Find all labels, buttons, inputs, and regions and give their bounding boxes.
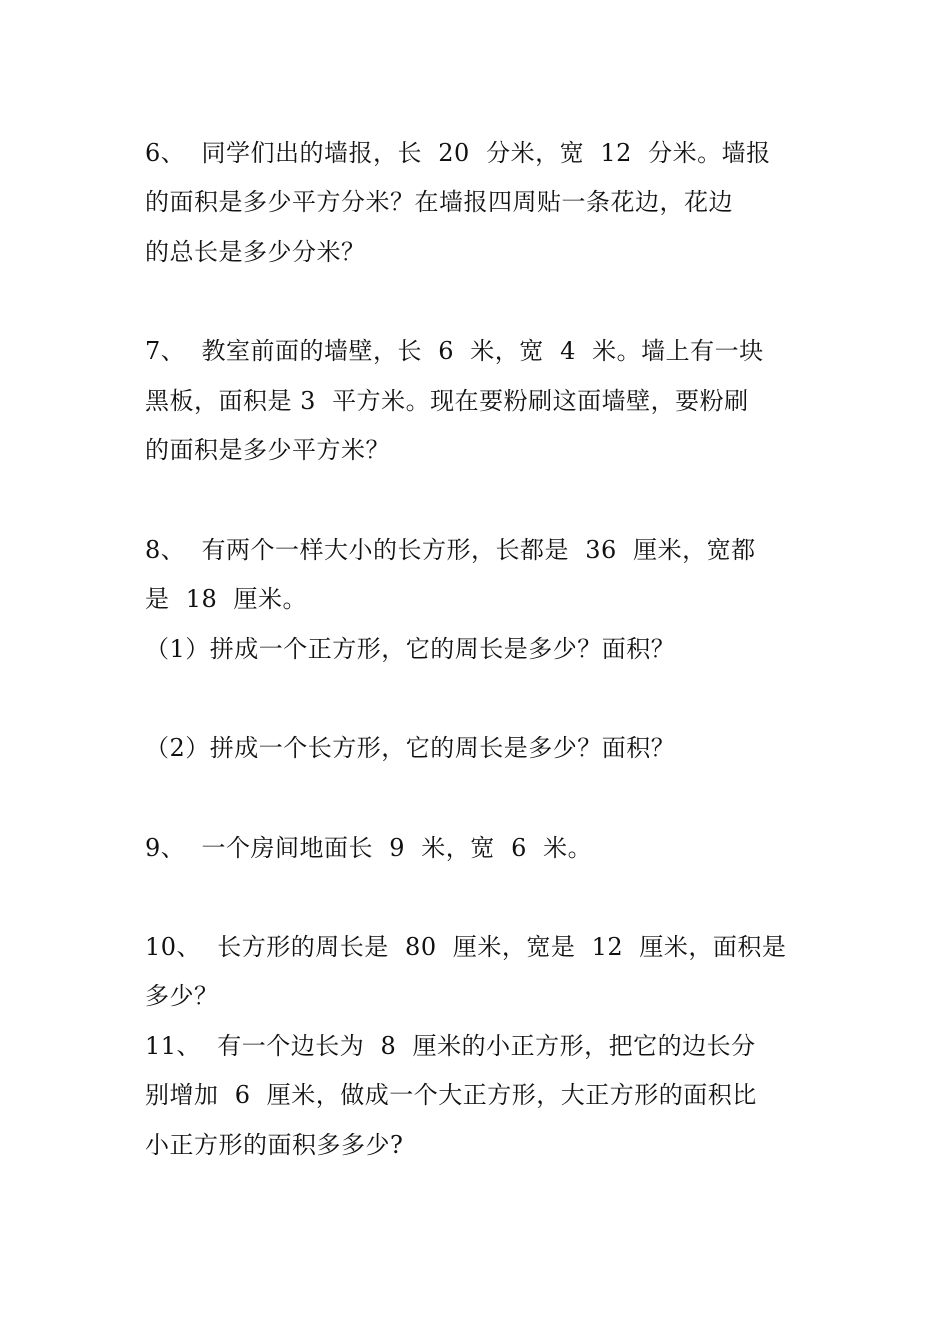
- problem-10-line-1: 10、 长方形的周长是 80 厘米，宽是 12 厘米，面积是: [145, 933, 787, 961]
- problem-7-line-1: 7、 教室前面的墙壁，长 6 米，宽 4 米。墙上有一块: [145, 337, 764, 365]
- problem-8-line-2: 是 18 厘米。: [145, 585, 308, 613]
- problem-8-line-1: 8、 有两个一样大小的长方形，长都是 36 厘米，宽都: [145, 536, 756, 564]
- problem-11-line-1: 11、 有一个边长为 8 厘米的小正方形，把它的边长分: [145, 1032, 756, 1060]
- problem-7-line-2: 黑板，面积是 3 平方米。现在要粉刷这面墙壁，要粉刷: [145, 387, 749, 415]
- problem-10-line-2: 多少？: [145, 982, 219, 1010]
- problem-6-line-1: 6、 同学们出的墙报，长 20 分米，宽 12 分米。墙报: [145, 139, 771, 167]
- problem-9-line-1: 9、 一个房间地面长 9 米，宽 6 米。: [145, 834, 593, 862]
- problem-11-line-2: 别增加 6 厘米，做成一个大正方形，大正方形的面积比: [145, 1081, 757, 1109]
- problem-8-part-2: （2）拼成一个长方形，它的周长是多少？面积？: [145, 734, 676, 762]
- problem-6-line-2: 的面积是多少平方分米？在墙报四周贴一条花边，花边: [145, 188, 733, 216]
- problem-6-line-3: 的总长是多少分米？: [145, 238, 366, 266]
- problem-11-line-3: 小正方形的面积多多少?: [145, 1131, 404, 1159]
- problem-8-part-1: （1）拼成一个正方形，它的周长是多少？面积？: [145, 635, 676, 663]
- problem-7-line-3: 的面积是多少平方米？: [145, 436, 390, 464]
